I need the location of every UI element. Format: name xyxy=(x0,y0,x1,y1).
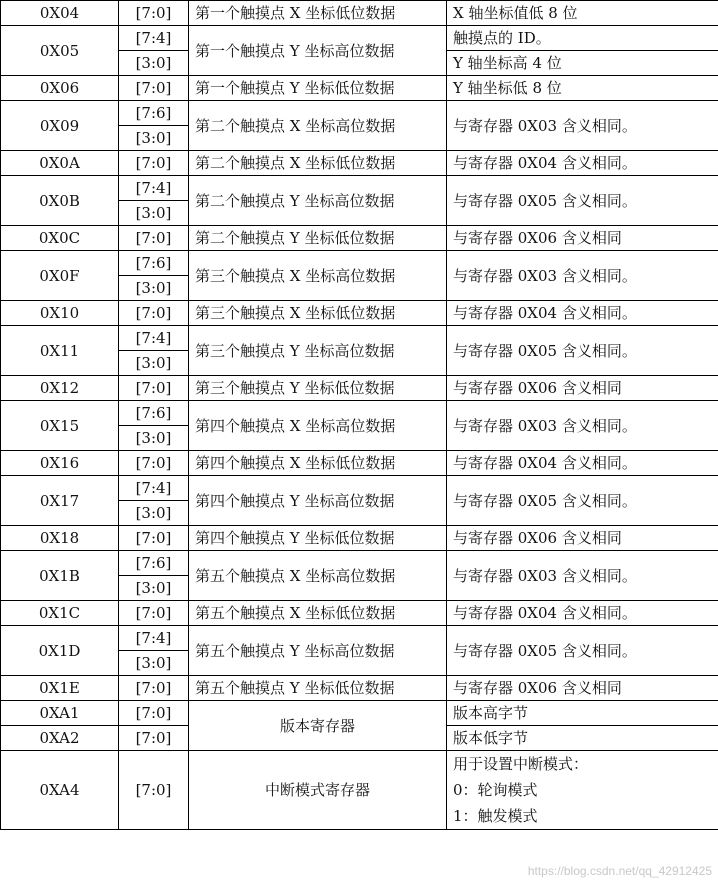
register-description: Y 轴坐标高 4 位 xyxy=(447,51,718,76)
register-bits: [7:0] xyxy=(119,751,189,830)
register-name: 第五个触摸点 Y 坐标低位数据 xyxy=(189,676,447,701)
register-name: 第二个触摸点 X 坐标低位数据 xyxy=(189,151,447,176)
register-name: 第五个触摸点 Y 坐标高位数据 xyxy=(189,626,447,676)
register-description xyxy=(447,751,718,830)
register-description: 与寄存器 0X05 含义相同。 xyxy=(447,476,718,526)
register-name: 第三个触摸点 Y 坐标低位数据 xyxy=(189,376,447,401)
table-row xyxy=(1,451,718,476)
register-bits: [7:0] xyxy=(119,301,189,326)
register-description: 与寄存器 0X06 含义相同 xyxy=(447,376,718,401)
register-description: 与寄存器 0X04 含义相同。 xyxy=(447,601,718,626)
register-bits: [7:0] xyxy=(119,151,189,176)
table-row xyxy=(1,401,718,426)
register-address: 0X0A xyxy=(1,151,119,176)
register-address: 0X11 xyxy=(1,326,119,376)
register-description: 与寄存器 0X04 含义相同。 xyxy=(447,301,718,326)
register-address: 0X1B xyxy=(1,551,119,601)
register-bits: [7:0] xyxy=(119,726,189,751)
register-address: 0XA2 xyxy=(1,726,119,751)
register-name: 第四个触摸点 X 坐标高位数据 xyxy=(189,401,447,451)
register-description: 与寄存器 0X04 含义相同。 xyxy=(447,451,718,476)
register-bits: [3:0] xyxy=(119,501,189,526)
table-row xyxy=(1,1,718,26)
register-description: X 轴坐标值低 8 位 xyxy=(447,1,718,26)
table-row xyxy=(1,151,718,176)
table-row xyxy=(1,101,718,126)
table-row xyxy=(1,26,718,51)
register-description: Y 轴坐标低 8 位 xyxy=(447,76,718,101)
register-bits: [7:0] xyxy=(119,226,189,251)
register-bits: [7:0] xyxy=(119,676,189,701)
table-row xyxy=(1,701,718,726)
register-name: 第四个触摸点 X 坐标低位数据 xyxy=(189,451,447,476)
register-name: 第一个触摸点 Y 坐标低位数据 xyxy=(189,76,447,101)
register-bits: [3:0] xyxy=(119,126,189,151)
register-address: 0X0F xyxy=(1,251,119,301)
register-description: 与寄存器 0X03 含义相同。 xyxy=(447,101,718,151)
register-bits: [7:6] xyxy=(119,251,189,276)
register-description: 版本高字节 xyxy=(447,701,718,726)
register-description: 与寄存器 0X03 含义相同。 xyxy=(447,251,718,301)
register-name: 第二个触摸点 Y 坐标高位数据 xyxy=(189,176,447,226)
register-description: 与寄存器 0X05 含义相同。 xyxy=(447,626,718,676)
register-address: 0X1D xyxy=(1,626,119,676)
register-bits: [7:4] xyxy=(119,176,189,201)
register-description: 版本低字节 xyxy=(447,726,718,751)
register-bits: [3:0] xyxy=(119,576,189,601)
register-address: 0XA1 xyxy=(1,701,119,726)
register-bits: [7:0] xyxy=(119,451,189,476)
table-row xyxy=(1,176,718,201)
register-name: 中断模式寄存器 xyxy=(189,751,447,830)
table-row xyxy=(1,301,718,326)
register-bits: [3:0] xyxy=(119,651,189,676)
description-line: 用于设置中断模式： xyxy=(453,755,589,773)
register-bits: [7:4] xyxy=(119,626,189,651)
register-name: 第一个触摸点 X 坐标低位数据 xyxy=(189,1,447,26)
register-description: 与寄存器 0X03 含义相同。 xyxy=(447,551,718,601)
table-row xyxy=(1,251,718,276)
register-bits: [7:0] xyxy=(119,601,189,626)
register-bits: [7:0] xyxy=(119,376,189,401)
register-description: 与寄存器 0X04 含义相同。 xyxy=(447,151,718,176)
table-row xyxy=(1,601,718,626)
register-bits: [7:4] xyxy=(119,326,189,351)
register-bits: [3:0] xyxy=(119,201,189,226)
register-name: 版本寄存器 xyxy=(189,701,447,751)
table-row xyxy=(1,676,718,701)
register-description: 与寄存器 0X05 含义相同。 xyxy=(447,176,718,226)
register-address: 0X16 xyxy=(1,451,119,476)
register-address: 0X05 xyxy=(1,26,119,76)
table-row xyxy=(1,751,718,830)
register-name: 第三个触摸点 Y 坐标高位数据 xyxy=(189,326,447,376)
register-bits: [3:0] xyxy=(119,51,189,76)
register-bits: [7:0] xyxy=(119,76,189,101)
register-name: 第五个触摸点 X 坐标高位数据 xyxy=(189,551,447,601)
register-address: 0X1C xyxy=(1,601,119,626)
register-address: 0X17 xyxy=(1,476,119,526)
register-address: 0X09 xyxy=(1,101,119,151)
register-bits: [7:0] xyxy=(119,526,189,551)
watermark-text: https://blog.csdn.net/qq_42912425 xyxy=(527,864,712,878)
register-bits: [3:0] xyxy=(119,276,189,301)
register-table-body xyxy=(1,1,718,830)
table-row xyxy=(1,76,718,101)
register-name: 第五个触摸点 X 坐标低位数据 xyxy=(189,601,447,626)
register-address: 0X06 xyxy=(1,76,119,101)
register-name: 第四个触摸点 Y 坐标低位数据 xyxy=(189,526,447,551)
register-bits: [7:4] xyxy=(119,476,189,501)
table-row xyxy=(1,376,718,401)
description-line: 1：触发模式 xyxy=(453,807,538,825)
register-name: 第二个触摸点 X 坐标高位数据 xyxy=(189,101,447,151)
register-description: 与寄存器 0X06 含义相同 xyxy=(447,676,718,701)
register-name: 第三个触摸点 X 坐标低位数据 xyxy=(189,301,447,326)
register-bits: [7:6] xyxy=(119,101,189,126)
register-bits: [3:0] xyxy=(119,351,189,376)
register-address: 0XA4 xyxy=(1,751,119,830)
register-address: 0X18 xyxy=(1,526,119,551)
table-row xyxy=(1,226,718,251)
register-name: 第三个触摸点 X 坐标高位数据 xyxy=(189,251,447,301)
register-address: 0X15 xyxy=(1,401,119,451)
register-description: 与寄存器 0X03 含义相同。 xyxy=(447,401,718,451)
table-row xyxy=(1,326,718,351)
description-line: 0：轮询模式 xyxy=(453,781,538,799)
register-bits: [7:6] xyxy=(119,401,189,426)
register-bits: [7:4] xyxy=(119,26,189,51)
register-address: 0X0B xyxy=(1,176,119,226)
table-row xyxy=(1,526,718,551)
register-address: 0X10 xyxy=(1,301,119,326)
register-name: 第一个触摸点 Y 坐标高位数据 xyxy=(189,26,447,76)
table-row xyxy=(1,476,718,501)
register-address: 0X0C xyxy=(1,226,119,251)
register-name: 第四个触摸点 Y 坐标高位数据 xyxy=(189,476,447,526)
table-row xyxy=(1,551,718,576)
register-bits: [3:0] xyxy=(119,426,189,451)
register-address: 0X1E xyxy=(1,676,119,701)
register-description: 与寄存器 0X06 含义相同 xyxy=(447,526,718,551)
register-description: 与寄存器 0X06 含义相同 xyxy=(447,226,718,251)
register-address: 0X12 xyxy=(1,376,119,401)
table-row xyxy=(1,626,718,651)
register-name: 第二个触摸点 Y 坐标低位数据 xyxy=(189,226,447,251)
register-bits: [7:6] xyxy=(119,551,189,576)
register-description: 与寄存器 0X05 含义相同。 xyxy=(447,326,718,376)
register-bits: [7:0] xyxy=(119,701,189,726)
register-description: 触摸点的 ID。 xyxy=(447,26,718,51)
register-bits: [7:0] xyxy=(119,1,189,26)
register-address: 0X04 xyxy=(1,1,119,26)
